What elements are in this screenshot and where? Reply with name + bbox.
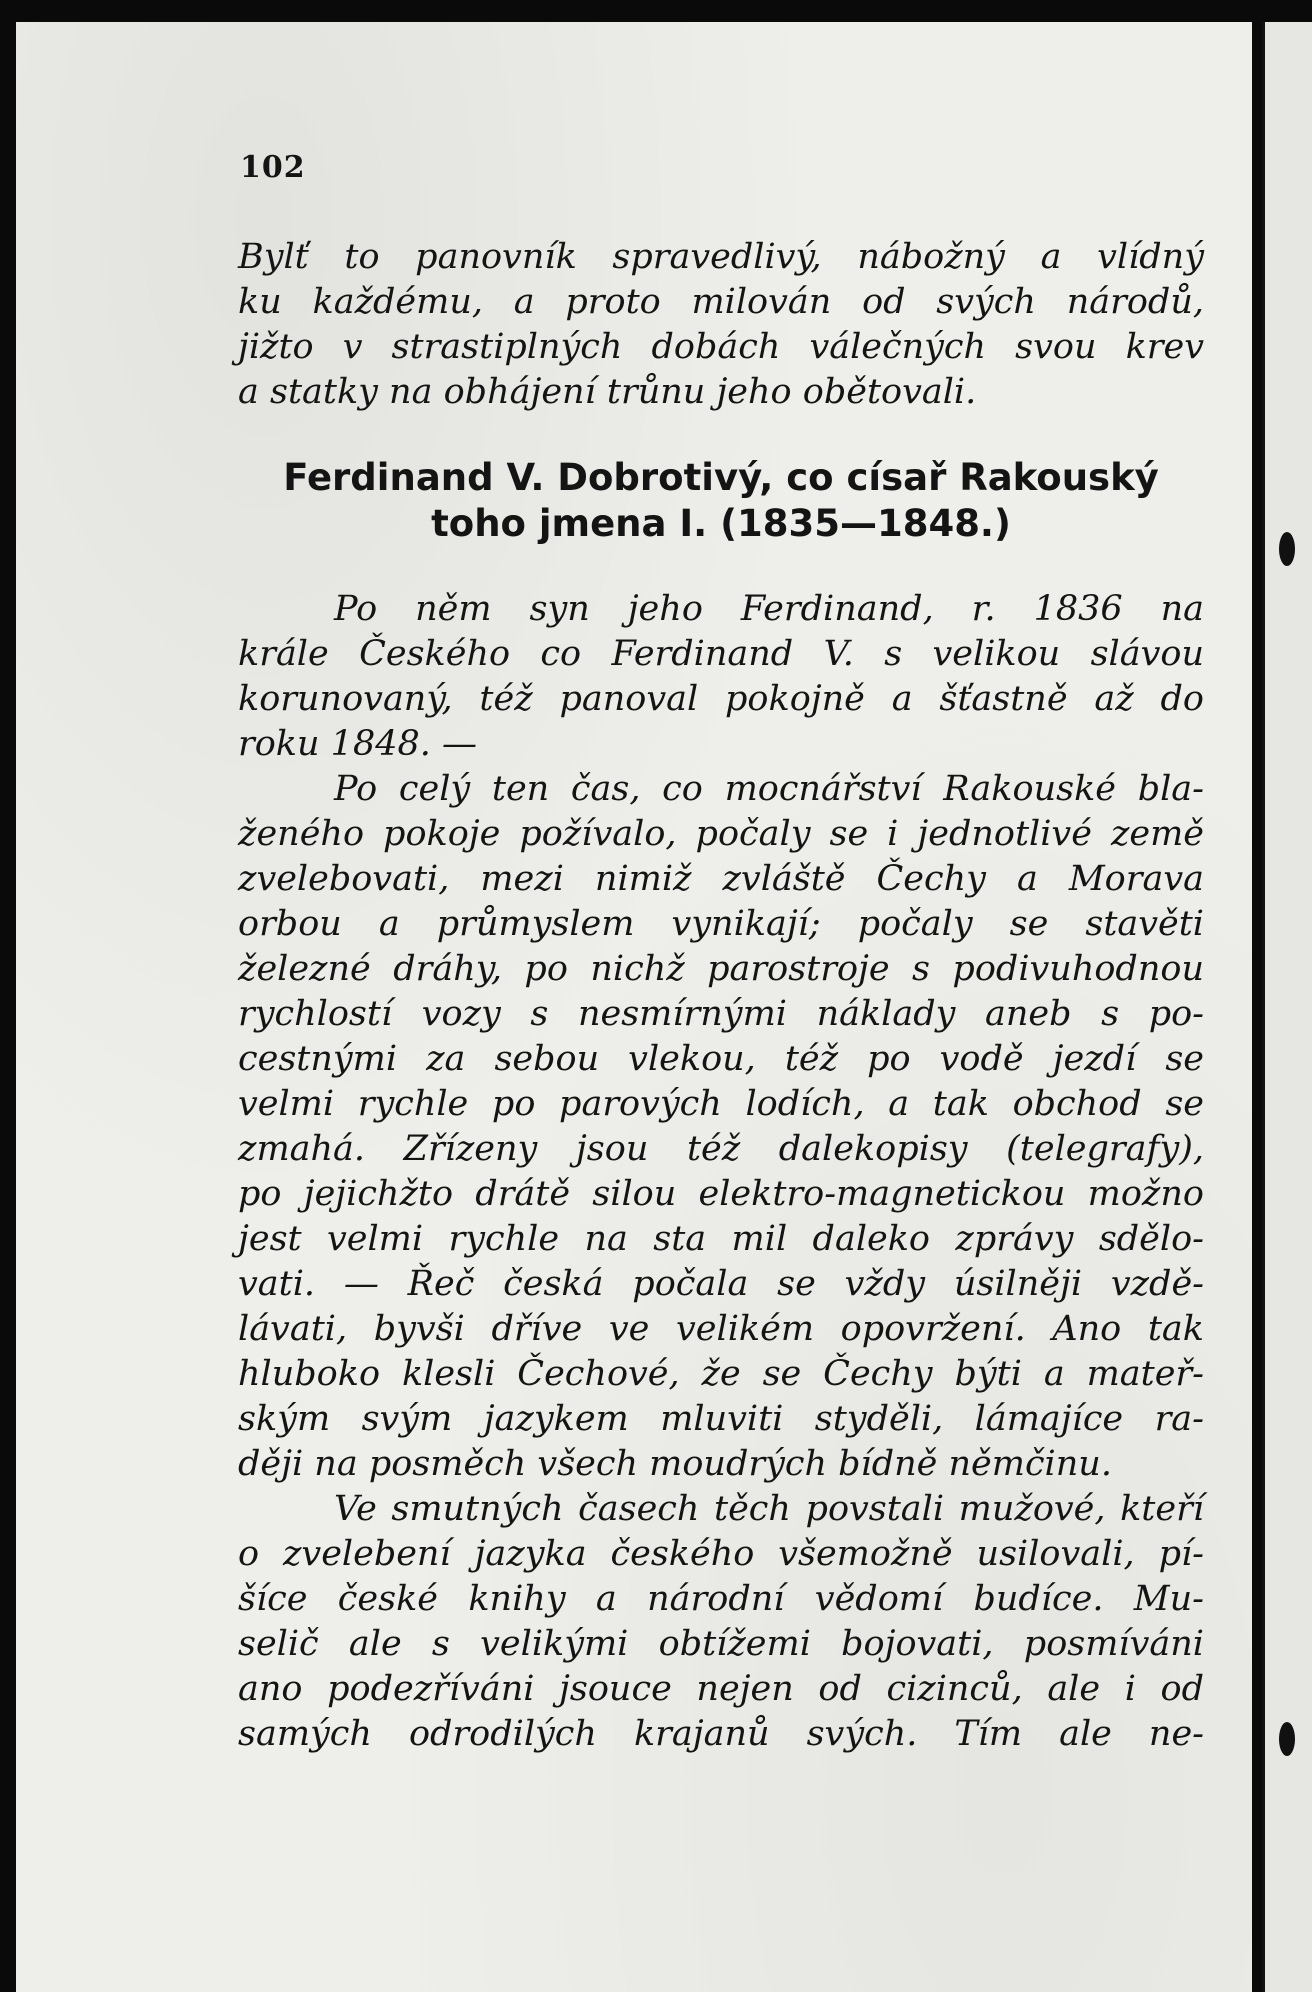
- text-line: vati. — Řeč česká počala se vždy úsilněji vzdě-: [238, 1264, 1204, 1304]
- text-line: orbou a průmyslem vynikají; počaly se stavěti: [238, 904, 1204, 944]
- text-line: o zvelebení jazyka českého všemožně usilovali, pí-: [238, 1534, 1204, 1574]
- text-line: Ve smutných časech těch povstali mužové, kteří: [334, 1489, 1204, 1529]
- text-line: Po něm syn jeho Ferdinand, r. 1836 na: [334, 589, 1204, 629]
- text-line: šíce české knihy a národní vědomí budíce. Mu-: [238, 1579, 1204, 1619]
- text-line: a statky na obhájení trůnu jeho obětovali.: [238, 372, 977, 412]
- text-line: ženého pokoje požívalo, počaly se i jednotlivé země: [238, 814, 1204, 854]
- text-line: korunovaný, též panoval pokojně a šťastně až do: [238, 679, 1204, 719]
- text-line: železné dráhy, po nichž parostroje s podivuhodnou: [238, 949, 1204, 989]
- heading-line: Ferdinand V. Dobrotivý, co císař Rakouský: [283, 456, 1159, 499]
- text-line: rychlostí vozy s nesmírnými náklady aneb s po-: [238, 994, 1204, 1034]
- text-line: cestnými za sebou vlekou, též po vodě jezdí se: [238, 1039, 1204, 1079]
- text-line: ku každému, a proto milován od svých národů,: [238, 282, 1204, 322]
- paragraph-revival: [238, 1487, 1204, 1757]
- text-line: zvelebovati, mezi nimiž zvláště Čechy a Morava: [238, 859, 1204, 899]
- page-text: [238, 150, 1204, 1757]
- text-line: ským svým jazykem mluviti styděli, lámajíce ra-: [238, 1399, 1204, 1439]
- text-line: krále Českého co Ferdinand V. s velikou slávou: [238, 634, 1204, 674]
- text-line: Bylť to panovník spravedlivý, nábožný a vlídný: [238, 237, 1204, 277]
- text-line: po jejichžto drátě silou elektro-magnetickou možno: [238, 1174, 1204, 1214]
- page-number: 102: [240, 150, 306, 185]
- text-line: hluboko klesli Čechové, že se Čechy býti a mateř-: [238, 1354, 1204, 1394]
- text-line: selič ale s velikými obtížemi bojovati, posmíváni: [238, 1624, 1204, 1664]
- heading-line: toho jmena I. (1835—1848.): [431, 502, 1011, 545]
- text-line: velmi rychle po parových lodích, a tak obchod se: [238, 1084, 1204, 1124]
- facing-page-edge: [1262, 22, 1312, 1992]
- text-line: lávati, byvši dříve ve velikém opovržení. Ano tak: [238, 1309, 1204, 1349]
- text-line: ději na posměch všech moudrých bídně němčinu.: [238, 1444, 1112, 1484]
- binding-mark: [1279, 1722, 1295, 1756]
- text-line: samých odrodilých krajanů svých. Tím ale ne-: [238, 1714, 1204, 1754]
- paragraph-progress: [238, 767, 1204, 1487]
- binding-mark: [1279, 532, 1295, 566]
- section-heading: [238, 455, 1204, 547]
- text-line: jižto v strastiplných dobách válečných svou krev: [238, 327, 1204, 367]
- text-line: ano podezříváni jsouce nejen od cizinců, ale i od: [238, 1669, 1204, 1709]
- text-line: roku 1848. —: [238, 724, 478, 764]
- paragraph-ferdinand: [238, 587, 1204, 767]
- text-line: jest velmi rychle na sta mil daleko zprávy sdělo-: [238, 1219, 1204, 1259]
- opening-paragraph: [238, 235, 1204, 415]
- text-line: zmahá. Zřízeny jsou též dalekopisy (telegrafy),: [238, 1129, 1204, 1169]
- text-line: Po celý ten čas, co mocnářství Rakouské bla-: [334, 769, 1204, 809]
